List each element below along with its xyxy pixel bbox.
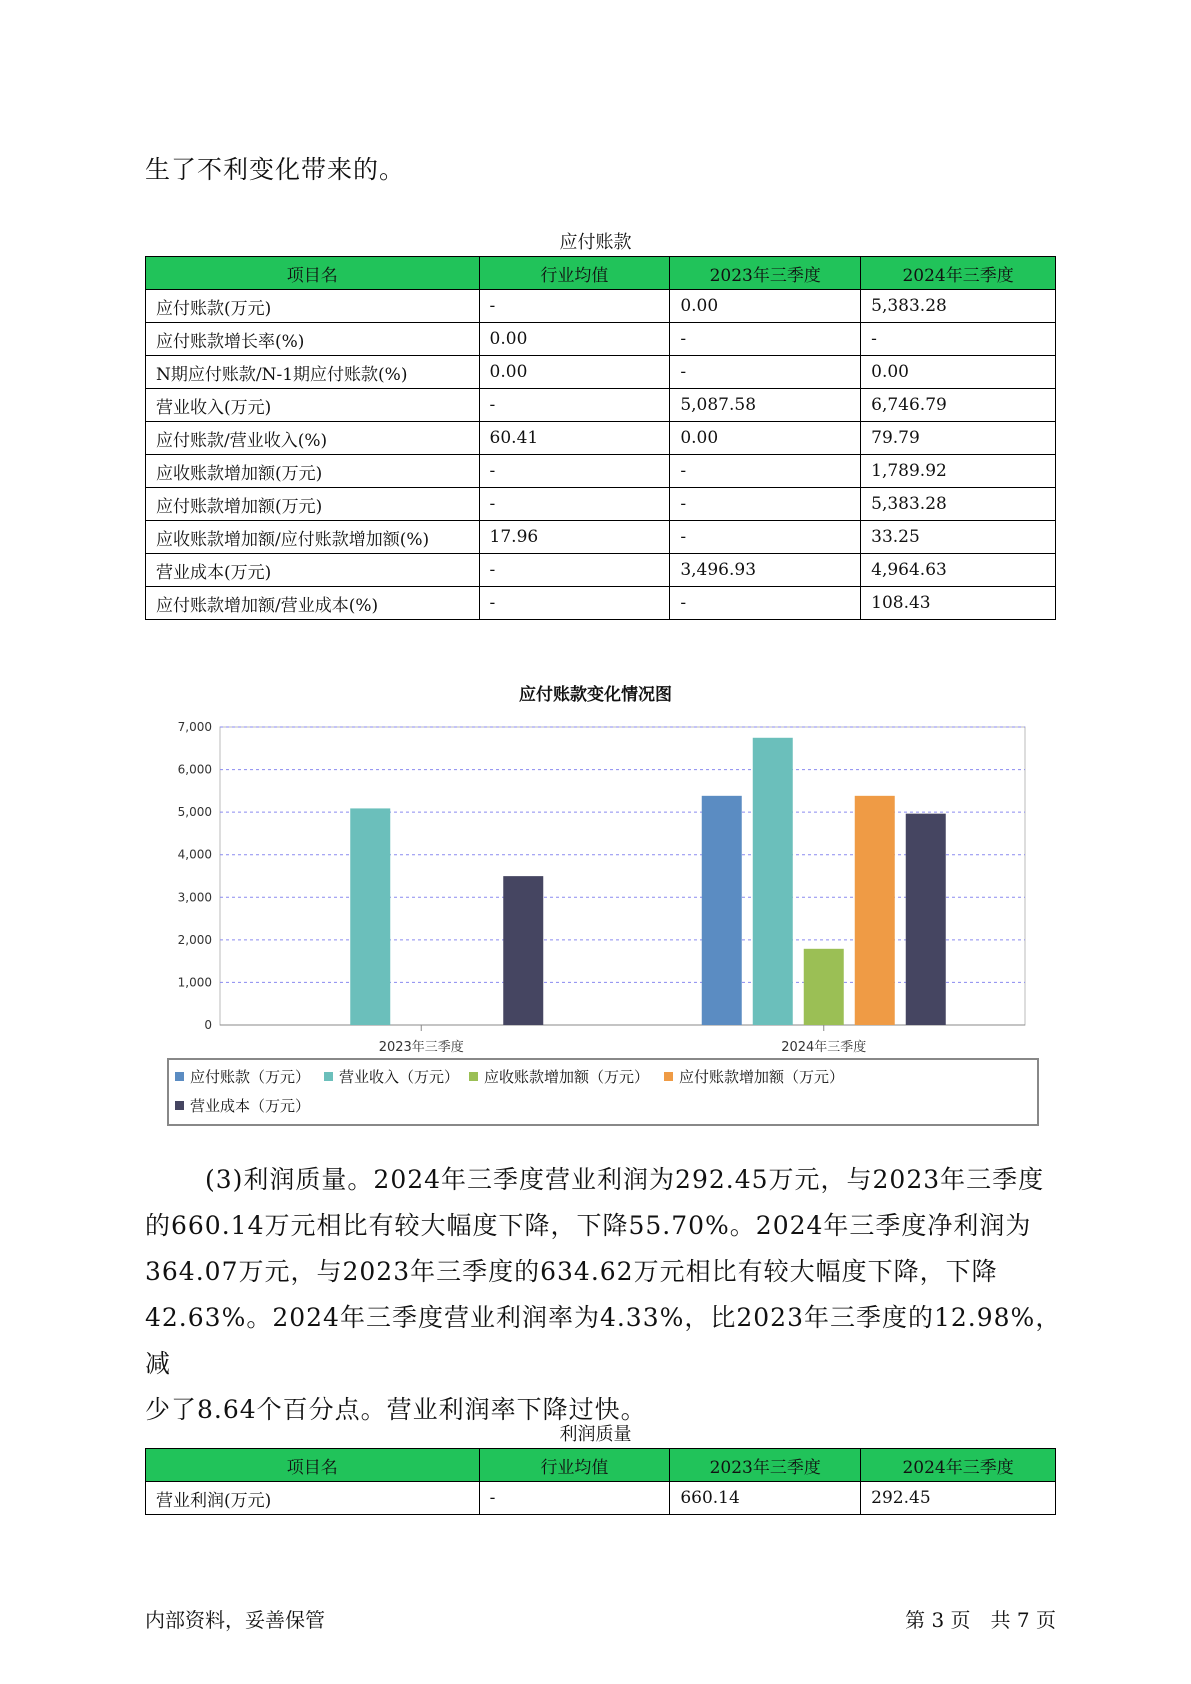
plot-area-frame [220, 727, 1025, 1025]
legend-label: 营业收入（万元） [339, 1068, 460, 1086]
intro-tail-text: 生了不利变化带来的。 [145, 155, 406, 184]
legend-label: 营业成本（万元） [190, 1097, 311, 1115]
bar [702, 796, 742, 1025]
paragraph-line: 364.07万元，与2023年三季度的634.62万元相比有较大幅度下降，下降 [145, 1257, 998, 1286]
table-row [146, 389, 1056, 422]
table-row [146, 455, 1056, 488]
bar [906, 814, 946, 1025]
table-cell: - [479, 389, 670, 422]
table-cell: - [670, 455, 861, 488]
legend-item [175, 1095, 310, 1116]
table-cell: 应付账款增加额/营业成本(%) [146, 587, 480, 620]
table-body [146, 290, 1056, 620]
legend-label: 应付账款（万元） [190, 1068, 311, 1086]
chart-title: 应付账款变化情况图 [519, 685, 672, 705]
table-cell: 60.41 [479, 422, 670, 455]
profit-paragraph [145, 1157, 1065, 1433]
legend-item [664, 1066, 844, 1087]
x-tick-label: 2024年三季度 [781, 1040, 867, 1055]
header-cell: 项目名 [146, 257, 480, 290]
table-cell: 应收账款增加额(万元) [146, 455, 480, 488]
table-row [146, 587, 1056, 620]
table-header-row [146, 257, 1056, 290]
payables-table [145, 256, 1056, 620]
table-cell: 660.14 [670, 1482, 861, 1515]
table-cell: 0.00 [670, 422, 861, 455]
table-cell: 营业成本(万元) [146, 554, 480, 587]
table-cell: 营业利润(万元) [146, 1482, 480, 1515]
y-tick-label: 6,000 [177, 762, 212, 777]
header-cell: 项目名 [146, 1449, 480, 1482]
paragraph-line: 少了8.64个百分点。营业利润率下降过快。 [145, 1395, 647, 1424]
table-row [146, 488, 1056, 521]
table-cell: 应付账款增长率(%) [146, 323, 480, 356]
table-cell: - [670, 587, 861, 620]
payables-chart [170, 710, 1030, 1055]
y-tick-label: 2,000 [177, 932, 212, 947]
paragraph-line: 42.63%。2024年三季度营业利润率为4.33%，比2023年三季度的12.98%，减 [145, 1303, 1062, 1378]
legend-swatch [175, 1101, 184, 1110]
y-tick-label: 7,000 [177, 720, 212, 734]
header-cell: 2023年三季度 [670, 257, 861, 290]
legend-label: 应收账款增加额（万元） [484, 1068, 650, 1086]
table-row [146, 1482, 1056, 1515]
table-cell: 营业收入(万元) [146, 389, 480, 422]
table-body [146, 1482, 1056, 1515]
legend-swatch [469, 1072, 478, 1081]
table-row [146, 290, 1056, 323]
table-cell: - [670, 521, 861, 554]
table-cell: - [479, 1482, 670, 1515]
legend-item [469, 1066, 649, 1087]
legend-swatch [175, 1072, 184, 1081]
table-cell: 5,383.28 [861, 290, 1056, 323]
table-header-row [146, 1449, 1056, 1482]
table-cell: - [479, 488, 670, 521]
bar [855, 796, 895, 1025]
table-cell: 6,746.79 [861, 389, 1056, 422]
chart-legend [167, 1058, 1039, 1126]
table-cell: - [861, 323, 1056, 356]
table-cell: - [670, 356, 861, 389]
paragraph-line: (3)利润质量。2024年三季度营业利润为292.45万元，与2023年三季度 [205, 1165, 1045, 1194]
y-tick-label: 3,000 [177, 890, 212, 905]
bar [350, 808, 390, 1025]
table-row [146, 356, 1056, 389]
table-cell: - [670, 323, 861, 356]
table-cell: 17.96 [479, 521, 670, 554]
footer-left: 内部资料，妥善保管 [145, 1608, 325, 1632]
legend-item [175, 1066, 310, 1087]
table-cell: 1,789.92 [861, 455, 1056, 488]
table-cell: - [670, 488, 861, 521]
table-cell: 3,496.93 [670, 554, 861, 587]
table-cell: - [479, 554, 670, 587]
y-tick-label: 1,000 [177, 975, 212, 990]
bar [804, 949, 844, 1025]
legend-swatch [664, 1072, 673, 1081]
y-tick-label: 5,000 [177, 805, 212, 820]
y-tick-label: 4,000 [177, 847, 212, 862]
legend-item [324, 1066, 459, 1087]
table-cell: - [479, 455, 670, 488]
table-cell: 0.00 [479, 323, 670, 356]
table-cell: 5,087.58 [670, 389, 861, 422]
page-number: 第 3 页 共 7 页 [905, 1608, 1056, 1632]
table1-caption: 应付账款 [559, 232, 632, 253]
table-cell: 0.00 [861, 356, 1056, 389]
legend-swatch [324, 1072, 333, 1081]
table-cell: 应付账款(万元) [146, 290, 480, 323]
table-cell: - [479, 587, 670, 620]
table-cell: 0.00 [670, 290, 861, 323]
table-cell: 33.25 [861, 521, 1056, 554]
table-cell: 0.00 [479, 356, 670, 389]
header-cell: 2023年三季度 [670, 1449, 861, 1482]
y-tick-label: 0 [204, 1018, 212, 1032]
paragraph-line: 的660.14万元相比有较大幅度下降，下降55.70%。2024年三季度净利润为 [145, 1211, 1032, 1240]
header-cell: 行业均值 [479, 1449, 670, 1482]
table-cell: 4,964.63 [861, 554, 1056, 587]
table-cell: 应付账款增加额(万元) [146, 488, 480, 521]
table-cell: - [479, 290, 670, 323]
table-row [146, 323, 1056, 356]
table-cell: 292.45 [861, 1482, 1056, 1515]
table-row [146, 554, 1056, 587]
bar [503, 876, 543, 1025]
table-cell: 79.79 [861, 422, 1056, 455]
table-row [146, 422, 1056, 455]
table-cell: N期应付账款/N-1期应付账款(%) [146, 356, 480, 389]
header-cell: 行业均值 [479, 257, 670, 290]
table-cell: 应收账款增加额/应付账款增加额(%) [146, 521, 480, 554]
header-cell: 2024年三季度 [861, 1449, 1056, 1482]
table-cell: 应付账款/营业收入(%) [146, 422, 480, 455]
profit-quality-table [145, 1448, 1056, 1515]
x-tick-label: 2023年三季度 [378, 1040, 464, 1055]
table-cell: 5,383.28 [861, 488, 1056, 521]
table-cell: 108.43 [861, 587, 1056, 620]
legend-label: 应付账款增加额（万元） [679, 1068, 845, 1086]
table-row [146, 521, 1056, 554]
header-cell: 2024年三季度 [861, 257, 1056, 290]
table2-caption: 利润质量 [559, 1424, 632, 1445]
bar [753, 738, 793, 1025]
